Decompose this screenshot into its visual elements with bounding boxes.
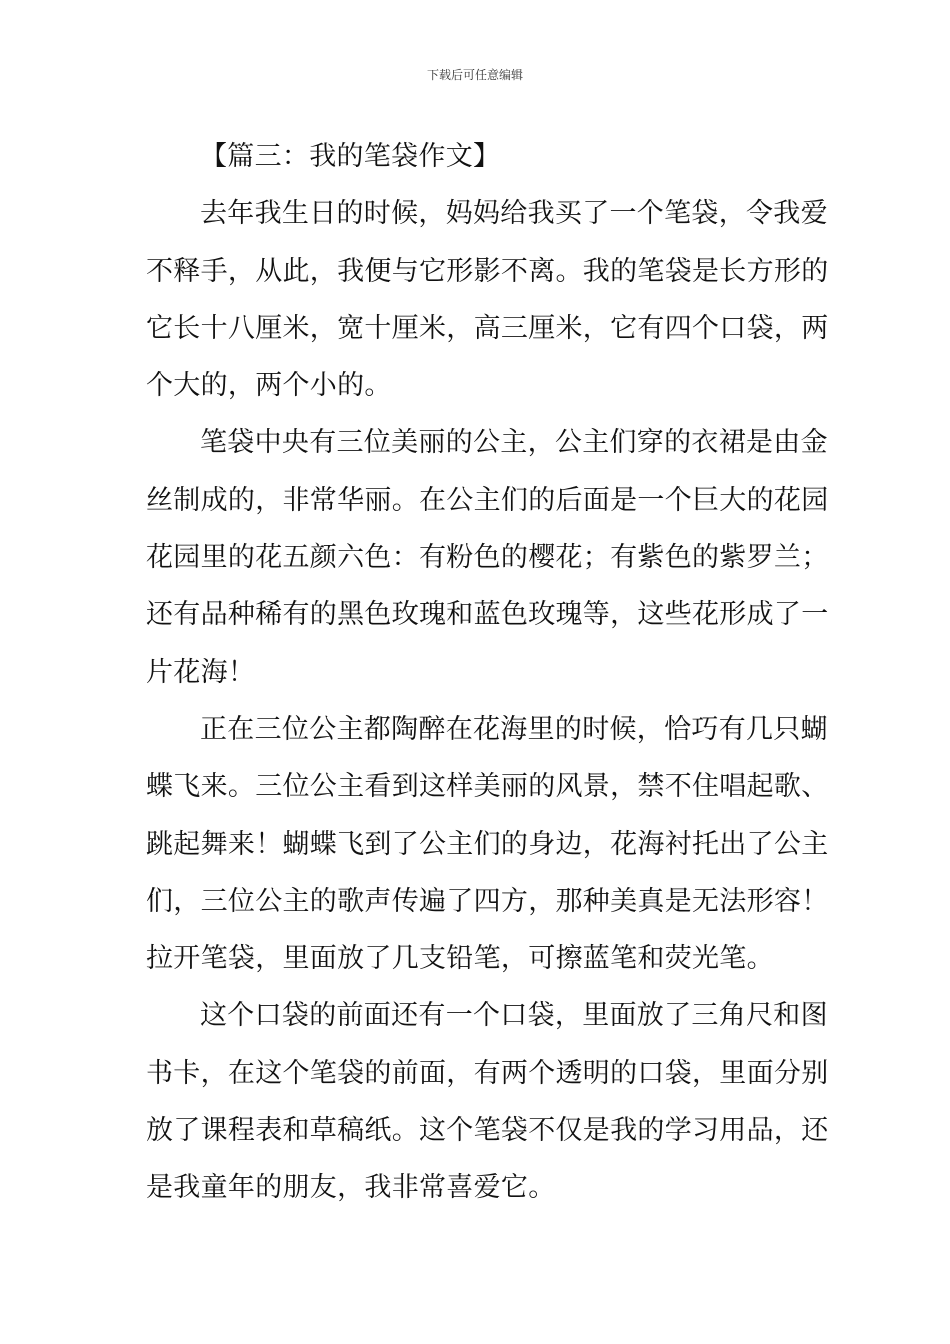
paragraph-line: 片花海！ (146, 656, 256, 688)
document-body (146, 128, 829, 1217)
header-note: 下载后可任意编辑 (426, 68, 523, 82)
paragraph-line: 拉开笔袋，里面放了几支铅笔，可擦蓝笔和荧光笔。 (146, 943, 774, 975)
paragraph-line: 它长十八厘米，宽十厘米，高三厘米，它有四个口袋，两 (146, 312, 829, 344)
paragraph-line: 还有品种稀有的黑色玫瑰和蓝色玫瑰等，这些花形成了一 (146, 599, 829, 631)
paragraph-line: 是我童年的朋友，我非常喜爱它。 (146, 1172, 556, 1204)
paragraph-line: 去年我生日的时候，妈妈给我买了一个笔袋，令我爱 (200, 198, 828, 230)
essay-title: 【篇三：我的笔袋作文】 (200, 141, 501, 172)
paragraph-line: 丝制成的，非常华丽。在公主们的后面是一个巨大的花园 (146, 484, 829, 516)
paragraph-line: 跳起舞来！蝴蝶飞到了公主们的身边，花海衬托出了公主 (146, 828, 829, 860)
paragraph-line: 花园里的花五颜六色：有粉色的樱花；有紫色的紫罗兰； (146, 542, 829, 574)
paragraph-line: 这个口袋的前面还有一个口袋，里面放了三角尺和图 (200, 1000, 828, 1032)
paragraph-line: 书卡，在这个笔袋的前面，有两个透明的口袋，里面分别 (146, 1057, 829, 1089)
paragraph-line: 个大的，两个小的。 (146, 370, 392, 402)
paragraph-line: 放了课程表和草稿纸。这个笔袋不仅是我的学习用品，还 (146, 1115, 829, 1147)
paragraph-line: 笔袋中央有三位美丽的公主，公主们穿的衣裙是由金 (200, 427, 828, 459)
paragraph-line: 正在三位公主都陶醉在花海里的时候，恰巧有几只蝴 (200, 713, 828, 745)
paragraph-line: 不释手，从此，我便与它形影不离。我的笔袋是长方形的 (146, 255, 829, 287)
paragraph-line: 们，三位公主的歌声传遍了四方，那种美真是无法形容！ (146, 885, 829, 917)
paragraph-line: 蝶飞来。三位公主看到这样美丽的风景，禁不住唱起歌、 (146, 771, 829, 803)
